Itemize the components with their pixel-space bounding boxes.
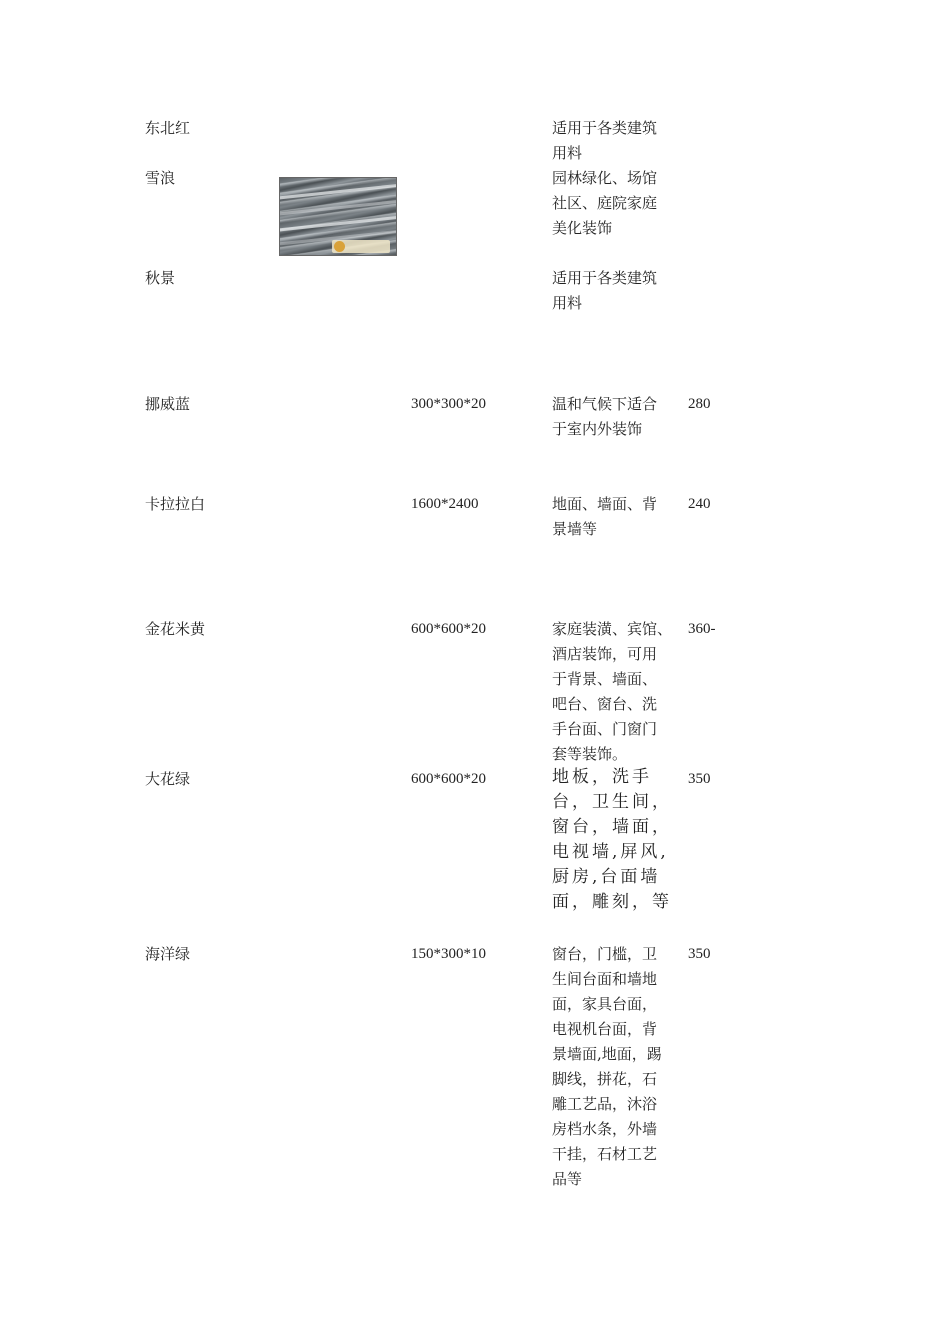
stone-name-nuoweilan: 挪威蓝 — [145, 395, 191, 413]
marble-sample-image — [279, 177, 397, 256]
stone-spec-haiyanglv: 150*300*10 — [411, 946, 486, 962]
stone-name-dahualv: 大花绿 — [145, 770, 191, 788]
stone-name-xuelang: 雪浪 — [145, 169, 176, 187]
stone-name-dongbeihong: 东北红 — [145, 119, 191, 137]
stone-spec-nuoweilan: 300*300*20 — [411, 396, 486, 412]
stone-spec-jinhuamihuang: 600*600*20 — [411, 621, 486, 637]
stone-price-nuoweilan: 280 — [688, 396, 711, 412]
stone-spec-kalalabai: 1600*2400 — [411, 496, 479, 512]
stone-use-kalalabai: 地面、墙面、背 景墙等 — [552, 495, 658, 538]
stone-price-jinhuamihuang: 360- — [688, 621, 716, 637]
stone-name-kalalabai: 卡拉拉白 — [145, 495, 206, 513]
stone-use-dahualv: 地板，洗手 台，卫生间， 窗台，墙面， 电视墙,屏风, 厨房,台面墙 面，雕刻，等 — [552, 767, 672, 912]
stone-use-nuoweilan: 温和气候下适合 于室内外装饰 — [552, 395, 658, 438]
stone-price-kalalabai: 240 — [688, 496, 711, 512]
watermark-stamp — [332, 240, 390, 253]
stone-use-jinhuamihuang: 家庭装潢、宾馆、 酒店装饰，可用 于背景、墙面、 吧台、窗台、洗 手台面、门窗门 套等装饰。 — [552, 620, 673, 763]
stone-use-haiyanglv: 窗台，门槛，卫 生间台面和墙地 面，家具台面， 电视机台面，背 景墙面,地面，踢 脚线，拼花，石 雕工艺品，沐浴 房档水条，外墙 干挂，石材工艺 品等 — [552, 945, 662, 1188]
stone-spec-dahualv: 600*600*20 — [411, 771, 486, 787]
stone-name-qiujing: 秋景 — [145, 269, 176, 287]
stone-use-qiujing: 适用于各类建筑 用料 — [552, 269, 658, 312]
stone-use-dongbeihong: 适用于各类建筑 用料 — [552, 119, 658, 162]
stone-name-haiyanglv: 海洋绿 — [145, 945, 191, 963]
stone-price-dahualv: 350 — [688, 771, 711, 787]
stone-name-jinhuamihuang: 金花米黄 — [145, 620, 206, 638]
stone-use-xuelang: 园林绿化、场馆 社区、庭院家庭 美化装饰 — [552, 169, 658, 237]
stone-price-haiyanglv: 350 — [688, 946, 711, 962]
